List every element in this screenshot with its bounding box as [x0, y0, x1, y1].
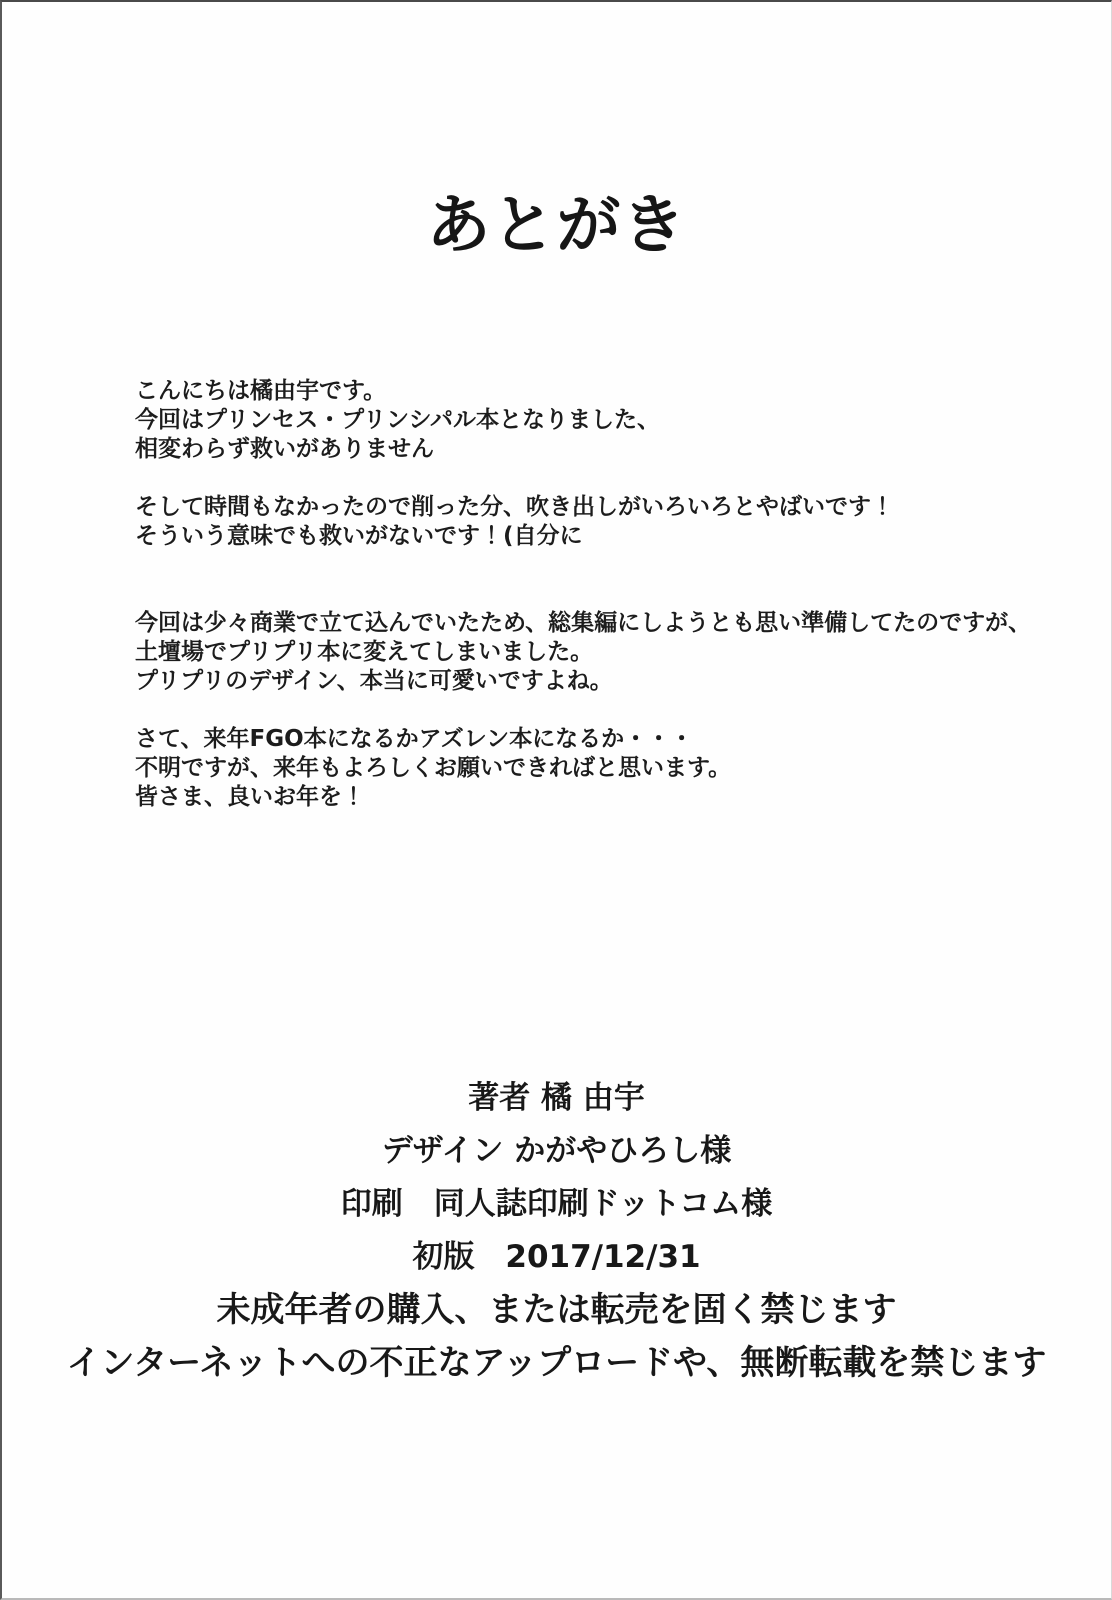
body-line: プリプリのデザイン、本当に可愛いですよね。: [135, 668, 613, 694]
credit-design-line: デザイン かがやひろし様: [381, 1133, 732, 1169]
body-line: 今回は少々商業で立て込んでいたため、総集編にしようとも思い準備してたのですが、: [135, 610, 1032, 636]
body-line: そして時間もなかったので削った分、吹き出しがいろいろとやばいです！: [135, 494, 894, 520]
body-line: そういう意味でも救いがないです！(自分に: [135, 523, 583, 549]
paragraph: [135, 377, 1071, 464]
paragraph: [135, 493, 1071, 551]
credit-edition-line: 初版 2017/12/31: [412, 1239, 701, 1275]
body-line: 土壇場でプリプリ本に変えてしまいました。: [135, 639, 594, 665]
paragraph: [135, 609, 1071, 696]
body-line: 不明ですが、来年もよろしくお願いできればと思います。: [135, 755, 732, 781]
afterword-body: [135, 377, 1071, 812]
paragraph: [135, 725, 1071, 812]
body-line: こんにちは橘由宇です。: [135, 378, 387, 404]
notice-upload-line: インターネットへの不正なアップロードや、無断転載を禁じます: [66, 1343, 1047, 1383]
body-line: 皆さま、良いお年を！: [135, 784, 365, 810]
body-line: 相変わらず救いがありません: [135, 436, 434, 462]
page-title: あとがき: [426, 188, 687, 263]
colophon-block: [2, 1072, 1111, 1390]
body-line: 今回はプリンセス・プリンシパル本となりました、: [135, 407, 660, 433]
body-line: さて、来年FGO本になるかアズレン本になるか・・・: [135, 726, 694, 752]
credit-author-line: 著者 橘 由宇: [468, 1080, 645, 1116]
notice-minors-line: 未成年者の購入、または転売を固く禁じます: [216, 1290, 897, 1330]
credit-printer-line: 印刷 同人誌印刷ドットコム様: [340, 1186, 773, 1222]
